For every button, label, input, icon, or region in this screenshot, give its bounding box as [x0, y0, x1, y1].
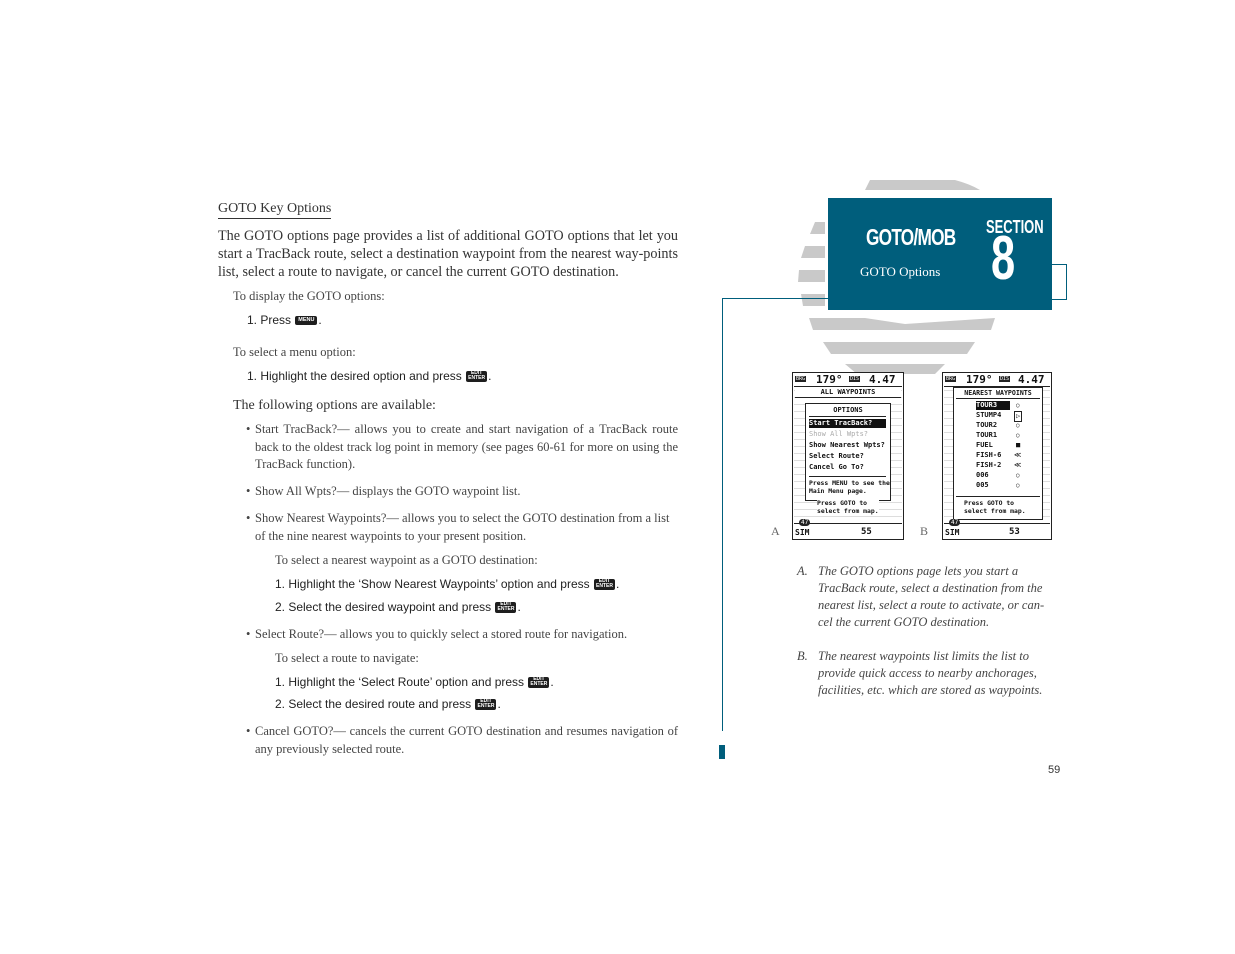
screen-b-label: B: [920, 524, 929, 538]
page-number: 59: [1048, 764, 1061, 776]
available-label: The following options are available:: [233, 398, 436, 413]
nearest-hint: [964, 499, 1026, 515]
edit-enter-key-icon: EDIT ENTER: [594, 579, 615, 590]
select-label: To select a menu option:: [233, 345, 356, 359]
section-word: SECTION: [986, 217, 1044, 237]
option-show-nearest[interactable]: Show Nearest Wpts?: [809, 441, 885, 449]
waypoint-row[interactable]: FISH-2: [976, 461, 1002, 469]
route-step-2-text: 2. Select the desired route and press: [275, 697, 472, 711]
waypoint-row[interactable]: TOUR3: [976, 401, 1010, 410]
bullet-nearest: • Show Nearest Waypoints?— allows you to select the GOTO destination from a list of the nine nearest waypoints to your present position.: [246, 511, 670, 543]
popup-hint-line-2: Main Menu page.: [809, 487, 867, 495]
route-step-2: 2. Select the desired route and press EDIT ENTER .: [275, 697, 501, 711]
select-step-text: 1. Highlight the desired option and press: [247, 369, 462, 383]
route-step-1-text: 1. Highlight the ‘Select Route’ option and press: [275, 675, 525, 689]
caption-a-text: The GOTO options page lets you start a TracBack route, select a destination from the nearest list, select a route to activate, or can-cel the current GOTO destination.: [818, 564, 1045, 629]
dis-label: DIS: [850, 376, 860, 382]
dis-value: 4.47: [869, 373, 896, 386]
option-start-tracback[interactable]: Start TracBack?: [809, 419, 886, 428]
caption-b-letter: B.: [797, 649, 808, 663]
bullet-route-text: Select Route?— allows you to quickly select a stored route for navigation.: [255, 627, 628, 641]
caption-a-letter: A.: [797, 564, 808, 578]
bullet-all-wpts: • Show All Wpts?— displays the GOTO waypoint list.: [246, 484, 521, 498]
screen-b-sim: SIM: [945, 528, 960, 537]
brg-value: 179°: [966, 373, 993, 386]
frame-line-right-bottom: [1052, 299, 1067, 300]
fuel-symbol-icon: ■: [1016, 441, 1021, 449]
margin-marker: [719, 745, 725, 759]
frame-line-left: [722, 298, 723, 731]
popup-divider: [809, 476, 886, 477]
edit-enter-key-icon: EDIT ENTER: [495, 602, 516, 613]
fish-symbol-icon: ≪: [1014, 451, 1022, 459]
brg-value: 179°: [816, 373, 843, 386]
section-subtitle: GOTO Options: [860, 264, 941, 279]
option-select-route[interactable]: Select Route?: [809, 452, 864, 460]
waypoint-symbol-icon: ○: [1016, 422, 1020, 429]
screen-a-speed: 55: [861, 527, 872, 537]
edit-enter-key-icon: EDIT ENTER: [475, 699, 496, 710]
section-heading: GOTO Key Options: [218, 201, 331, 219]
screen-a-footer-divider: [794, 523, 902, 524]
screen-a-badge: 47: [801, 519, 809, 526]
popup-hint: [809, 479, 890, 495]
caption-a: [797, 563, 1047, 631]
option-show-all-wpts[interactable]: Show All Wpts?: [809, 430, 869, 438]
option-cancel-goto[interactable]: Cancel Go To?: [809, 463, 864, 471]
under-hint-line-2: select from map.: [817, 507, 879, 515]
brg-label: BRG: [946, 376, 956, 382]
frame-line-right: [1066, 264, 1067, 300]
display-step: 1. Press MENU .: [247, 313, 322, 327]
nearest-step-2-text: 2. Select the desired waypoint and press: [275, 600, 492, 614]
menu-key-icon: MENU: [295, 316, 317, 325]
nearest-list-panel: [953, 387, 1043, 520]
screen-a-topbar: [794, 374, 902, 387]
dis-value: 4.47: [1018, 373, 1045, 386]
waypoint-symbol-icon: ○: [1016, 432, 1020, 439]
waypoint-row[interactable]: TOUR2: [976, 421, 998, 429]
screen-a: [792, 372, 904, 540]
screen-a-under-hint: [817, 499, 879, 515]
section-title: GOTO/MOB: [866, 224, 956, 250]
frame-line-top: [722, 298, 829, 299]
options-popup: [805, 403, 891, 501]
route-label: To select a route to navigate:: [275, 651, 419, 665]
bullet-all-wpts-text: Show All Wpts?— displays the GOTO waypoint list.: [255, 484, 521, 498]
list-divider: [956, 496, 1040, 497]
screen-b: [942, 372, 1052, 540]
popup-divider: [809, 416, 886, 417]
waypoint-symbol-icon: ○: [1016, 402, 1020, 409]
nearest-label: To select a nearest waypoint as a GOTO destination:: [275, 553, 538, 567]
popup-hint-line-1: Press MENU to see the: [809, 479, 890, 487]
screen-b-topbar: [944, 374, 1050, 387]
screen-a-title: ALL WAYPOINTS: [795, 388, 901, 398]
nearest-step-1: 1. Highlight the ‘Show Nearest Waypoints’ option and press EDIT ENTER .: [275, 577, 620, 591]
waypoint-row[interactable]: TOUR1: [976, 431, 998, 439]
waypoint-symbol-icon: ○: [1016, 482, 1020, 489]
nearest-step-1-text: 1. Highlight the ‘Show Nearest Waypoints’ option and press: [275, 577, 590, 591]
display-label: To display the GOTO options:: [233, 289, 385, 303]
screen-a-label: A: [771, 524, 780, 538]
edit-enter-key-icon: EDIT ENTER: [466, 371, 487, 382]
dis-label: DIS: [1000, 376, 1010, 382]
screen-b-badge: 47: [951, 519, 959, 526]
frame-line-right-top: [1052, 264, 1066, 265]
waypoint-row[interactable]: 005: [976, 481, 989, 489]
intro-paragraph: The GOTO options page provides a list of additional GOTO options that let you start a TracBack route, select a destination waypoint from the nearest way-points list, select a route to navigate, or cancel the current GOTO destination.: [218, 228, 678, 280]
display-step-text: 1. Press: [247, 313, 292, 327]
bullet-cancel-text: Cancel GOTO?— cancels the current GOTO destination and resumes navigation of any previously selected route.: [255, 724, 678, 756]
options-popup-title: OPTIONS: [833, 406, 863, 414]
waypoint-row[interactable]: 006: [976, 471, 989, 479]
bullet-tracback-text: Start TracBack?— allows you to create and start navigation of a TracBack route back to the oldest track log point in memory (see pages 60-61 for more on using the TracBack function).: [255, 422, 678, 471]
brg-label: BRG: [796, 376, 806, 382]
bullet-nearest-text: Show Nearest Waypoints?— allows you to select the GOTO destination from a list of the nine nearest waypoints to your present position.: [255, 511, 670, 543]
caption-b: [797, 648, 1047, 699]
screen-a-sim: SIM: [795, 528, 810, 537]
select-step: 1. Highlight the desired option and press EDIT ENTER .: [247, 369, 492, 383]
nearest-hint-line-2: select from map.: [964, 507, 1026, 515]
section-number: 8: [991, 224, 1016, 293]
waypoint-symbol-icon: ○: [1016, 472, 1020, 479]
section-banner: [828, 198, 1052, 310]
caption-b-text: The nearest waypoints list limits the list to provide quick access to nearby anchorages, facilities, etc. which are stored as waypoints.: [818, 649, 1043, 697]
waypoint-symbol-icon: ▷: [1016, 412, 1021, 420]
bullet-cancel: • Cancel GOTO?— cancels the current GOTO destination and resumes navigation of any previously selected route.: [246, 724, 678, 756]
route-step-1: 1. Highlight the ‘Select Route’ option and press EDIT ENTER .: [275, 675, 554, 689]
edit-enter-key-icon: EDIT ENTER: [528, 677, 549, 688]
under-hint-line-1: Press GOTO to: [817, 499, 868, 507]
nearest-hint-line-1: Press GOTO to: [964, 499, 1015, 507]
waypoint-row[interactable]: FISH-6: [976, 451, 1002, 459]
fish-symbol-icon: ≪: [1014, 461, 1022, 469]
list-divider: [956, 398, 1040, 399]
bullet-route: • Select Route?— allows you to quickly select a stored route for navigation.: [246, 627, 628, 641]
waypoint-row[interactable]: FUEL: [976, 441, 993, 449]
waypoint-row[interactable]: STUMP4: [976, 411, 1002, 419]
screen-b-speed: 53: [1009, 527, 1020, 537]
nearest-list-title: NEAREST WAYPOINTS: [964, 389, 1032, 397]
nearest-step-2: 2. Select the desired waypoint and press EDIT ENTER .: [275, 600, 521, 614]
bullet-tracback: • Start TracBack?— allows you to create and start navigation of a TracBack route back to the oldest track log point in memory (see pages 60-61 for more on using the TracBack function).: [246, 422, 678, 471]
